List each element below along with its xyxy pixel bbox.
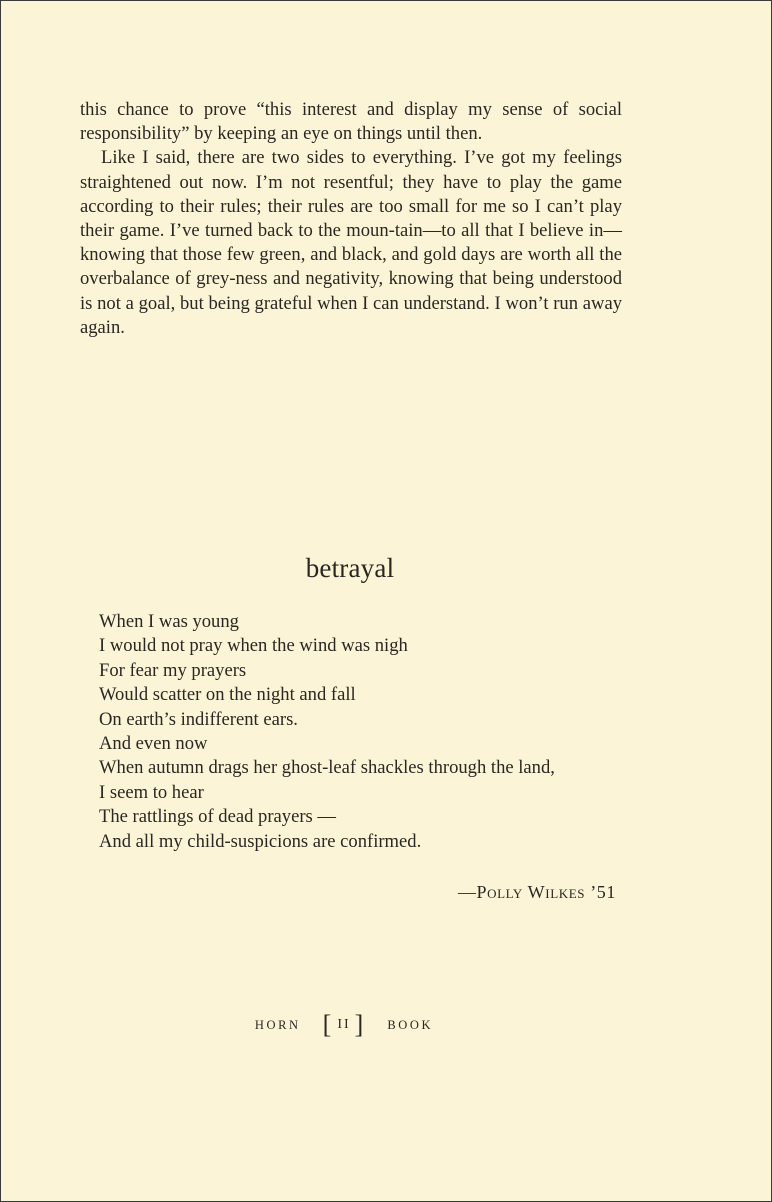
page-number-folio xyxy=(323,1012,366,1038)
poem-line: When I was young xyxy=(99,611,239,632)
poem-line: And even now xyxy=(99,733,208,755)
poem-line: I seem to hear xyxy=(99,781,204,803)
poem-line: Would scatter on the night and fall xyxy=(99,684,356,706)
poem-line: On earth’s indifferent ears. xyxy=(99,708,298,730)
poem-body xyxy=(99,610,659,854)
prose-paragraph-2: Like I said, there are two sides to everything. I’ve got my feelings straightened out now. I’m not resentful; they have to play the game according to their rules; their rules are too small for me so I can’t play their game. I’ve turned back to the moun-tain—to all that I believe in—knowing that those few green, and black, and gold days are worth all the overbalance of grey-ness and negativity, knowing that being understood is not a goal, but being grateful when I can understand. I won’t run away again. xyxy=(80,147,622,338)
poem-line: The rattlings of dead prayers — xyxy=(99,806,336,828)
poem-line: When autumn drags her ghost-leaf shackles through the land, xyxy=(99,757,555,779)
bracket-close: ] xyxy=(354,1010,366,1039)
prose-text xyxy=(80,98,622,340)
poem-byline: —Polly Wilkes ’51 xyxy=(457,882,616,902)
footer-right-text: BOOK xyxy=(387,1017,434,1032)
poem-line: And all my child-suspicions are confirmed. xyxy=(99,830,422,852)
prose-paragraph-1: this chance to prove “this interest and display my sense of social responsibility” by keeping an eye on things until then. xyxy=(80,99,622,145)
footer-left-text: HORN xyxy=(254,1017,301,1032)
bracket-open: [ xyxy=(322,1010,334,1039)
page-footer xyxy=(1,1012,687,1038)
poem-line: I would not pray when the wind was nigh xyxy=(99,635,408,657)
poem-line: For fear my prayers xyxy=(99,659,247,681)
poem-title: betrayal xyxy=(305,553,395,583)
page-number: II xyxy=(337,1017,351,1032)
